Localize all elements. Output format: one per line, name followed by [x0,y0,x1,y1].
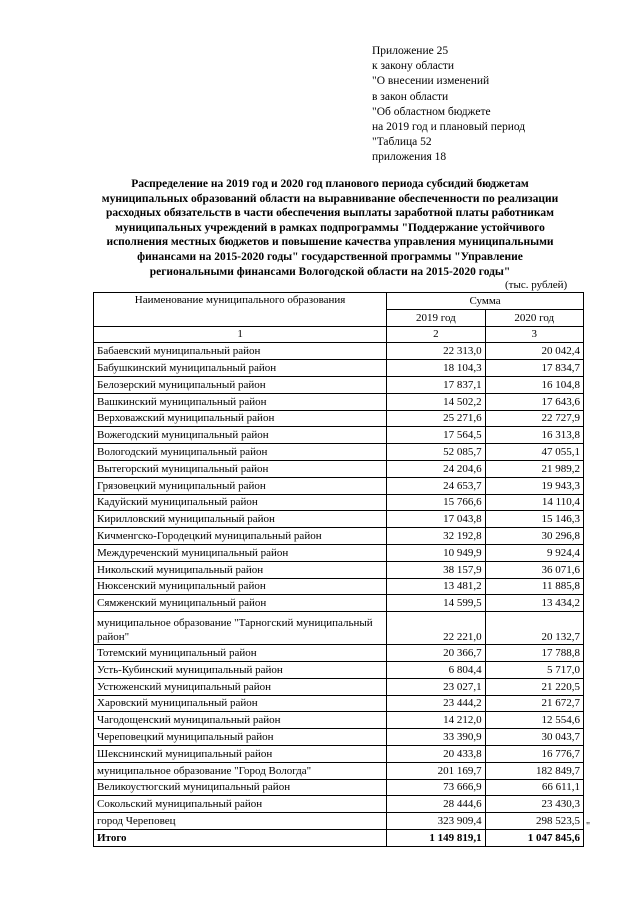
amount-2020: 17 643,6 [485,393,583,410]
table-row [94,376,584,393]
amount-2019: 10 949,9 [387,544,485,561]
table-row [94,444,584,461]
table-row [94,393,584,410]
amount-2019: 18 104,3 [387,360,485,377]
table-row [94,544,584,561]
amount-2020: 19 943,3 [485,477,583,494]
amount-2019: 28 444,6 [387,796,485,813]
amount-2020: 13 434,2 [485,595,583,612]
municipality-name: Чагодощенский муниципальный район [94,712,387,729]
amount-2019: 14 599,5 [387,595,485,612]
amount-2020: 21 672,7 [485,695,583,712]
document-title [95,177,565,279]
amount-2019: 24 653,7 [387,477,485,494]
municipality-name: Вожегодский муниципальный район [94,427,387,444]
total-2019: 1 149 819,1 [387,829,485,846]
table-row [94,796,584,813]
table-row [94,729,584,746]
table-row [94,427,584,444]
amount-2019: 13 481,2 [387,578,485,595]
amount-2019: 23 027,1 [387,678,485,695]
municipality-name: Бабушкинский муниципальный район [94,360,387,377]
appendix-line: приложения 18 [372,151,447,164]
municipality-name: Вологодский муниципальный район [94,444,387,461]
title-line: исполнения местных бюджетов и повышение качества управления муниципальными [106,236,554,249]
appendix-line: на 2019 год и плановый период [372,121,526,134]
table-row [94,612,584,645]
amount-2020: 20 132,7 [485,612,583,645]
municipality-name: Устюженский муниципальный район [94,678,387,695]
col-num: 2 [387,326,485,343]
amount-2019: 73 666,9 [387,779,485,796]
amount-2020: 17 834,7 [485,360,583,377]
table-row [94,762,584,779]
municipality-name: Верховажский муниципальный район [94,410,387,427]
table-row [94,678,584,695]
amount-2020: 16 104,8 [485,376,583,393]
municipality-name: Междуреченский муниципальный район [94,544,387,561]
amount-2020: 21 220,5 [485,678,583,695]
municipality-name: Грязовецкий муниципальный район [94,477,387,494]
amount-2020: 15 146,3 [485,511,583,528]
table-row [94,595,584,612]
amount-2020: 11 885,8 [485,578,583,595]
amount-2019: 25 271,6 [387,410,485,427]
municipality-name: Шекснинский муниципальный район [94,745,387,762]
amount-2019: 323 909,4 [387,813,485,830]
table-row [94,578,584,595]
table-row [94,494,584,511]
table-row [94,460,584,477]
municipality-name: Кирилловский муниципальный район [94,511,387,528]
municipality-name: муниципальное образование "Тарногский муниципальный район" [94,612,387,645]
municipality-name: Нюксенский муниципальный район [94,578,387,595]
closing-quote: " [586,821,591,832]
amount-2020: 12 554,6 [485,712,583,729]
municipality-name: Никольский муниципальный район [94,561,387,578]
amount-2019: 201 169,7 [387,762,485,779]
amount-2020: 9 924,4 [485,544,583,561]
title-line: муниципальных образований области на выравнивание обеспеченности по реализации [101,192,559,205]
table-row [94,360,584,377]
appendix-line: в закон области [372,90,449,103]
amount-2019: 14 502,2 [387,393,485,410]
amount-2020: 23 430,3 [485,796,583,813]
municipality-name: Сямженский муниципальный район [94,595,387,612]
amount-2019: 6 804,4 [387,661,485,678]
units-label: (тыс. рублей) [505,279,568,291]
amount-2020: 66 611,1 [485,779,583,796]
municipality-name: Усть-Кубинский муниципальный район [94,661,387,678]
appendix-line: к закону области [372,60,455,73]
total-row [94,829,584,846]
amount-2020: 36 071,6 [485,561,583,578]
table-row [94,813,584,830]
amount-2020: 298 523,5 [485,813,583,830]
amount-2019: 33 390,9 [387,729,485,746]
header-2020: 2020 год [485,309,583,326]
amount-2019: 23 444,2 [387,695,485,712]
table-row [94,745,584,762]
amount-2019: 17 564,5 [387,427,485,444]
amount-2019: 20 366,7 [387,645,485,662]
municipality-name: Харовский муниципальный район [94,695,387,712]
amount-2020: 14 110,4 [485,494,583,511]
municipality-name: город Череповец [94,813,387,830]
amount-2019: 38 157,9 [387,561,485,578]
amount-2020: 17 788,8 [485,645,583,662]
municipality-name: Великоустюгский муниципальный район [94,779,387,796]
total-label: Итого [94,829,387,846]
table-row [94,477,584,494]
title-line: Распределение на 2019 год и 2020 год планового периода субсидий бюджетам [131,178,529,190]
appendix-line: "О внесении изменений [372,75,490,88]
title-line: региональными финансами Вологодской области на 2015-2020 годы" [149,265,511,278]
table-row [94,561,584,578]
amount-2019: 17 043,8 [387,511,485,528]
title-line: муниципальных учреждений в рамках подпрограммы "Поддержание устойчивого [115,221,545,234]
table-row [94,712,584,729]
header-name: Наименование муниципального образования [94,293,387,327]
municipality-name: Сокольский муниципальный район [94,796,387,813]
title-line: расходных обязательств в части обеспечения выплаты заработной платы работникам [106,207,554,220]
total-2020: 1 047 845,6 [485,829,583,846]
amount-2020: 47 055,1 [485,444,583,461]
municipality-name: муниципальное образование "Город Вологда" [94,762,387,779]
municipality-name: Вытегорский муниципальный район [94,460,387,477]
municipality-name: Кадуйский муниципальный район [94,494,387,511]
table-row [94,528,584,545]
header-sum: Сумма [387,293,584,310]
subsidy-table [93,292,584,847]
amount-2020: 21 989,2 [485,460,583,477]
table-row [94,645,584,662]
municipality-name: Череповецкий муниципальный район [94,729,387,746]
appendix-note [372,44,525,166]
municipality-name: Бабаевский муниципальный район [94,343,387,360]
amount-2019: 14 212,0 [387,712,485,729]
amount-2020: 20 042,4 [485,343,583,360]
col-num: 1 [94,326,387,343]
amount-2020: 5 717,0 [485,661,583,678]
amount-2019: 22 221,0 [387,612,485,645]
table-row [94,695,584,712]
table-row [94,343,584,360]
amount-2020: 22 727,9 [485,410,583,427]
amount-2019: 52 085,7 [387,444,485,461]
amount-2020: 182 849,7 [485,762,583,779]
municipality-name: Кичменгско-Городецкий муниципальный район [94,528,387,545]
table-row [94,661,584,678]
municipality-name: Белозерский муниципальный район [94,376,387,393]
amount-2019: 17 837,1 [387,376,485,393]
amount-2019: 22 313,0 [387,343,485,360]
amount-2020: 16 776,7 [485,745,583,762]
amount-2020: 16 313,8 [485,427,583,444]
amount-2020: 30 296,8 [485,528,583,545]
amount-2020: 30 043,7 [485,729,583,746]
appendix-line: "Таблица 52 [372,136,432,149]
amount-2019: 24 204,6 [387,460,485,477]
municipality-name: Тотемский муниципальный район [94,645,387,662]
table-row [94,410,584,427]
title-line: финансами на 2015-2020 годы" государственной программы "Управление [137,250,523,263]
amount-2019: 32 192,8 [387,528,485,545]
amount-2019: 15 766,6 [387,494,485,511]
amount-2019: 20 433,8 [387,745,485,762]
col-num: 3 [485,326,583,343]
table-row [94,511,584,528]
header-2019: 2019 год [387,309,485,326]
table-row [94,779,584,796]
municipality-name: Вашкинский муниципальный район [94,393,387,410]
appendix-line: Приложение 25 [372,45,449,57]
appendix-line: "Об областном бюджете [372,105,491,118]
